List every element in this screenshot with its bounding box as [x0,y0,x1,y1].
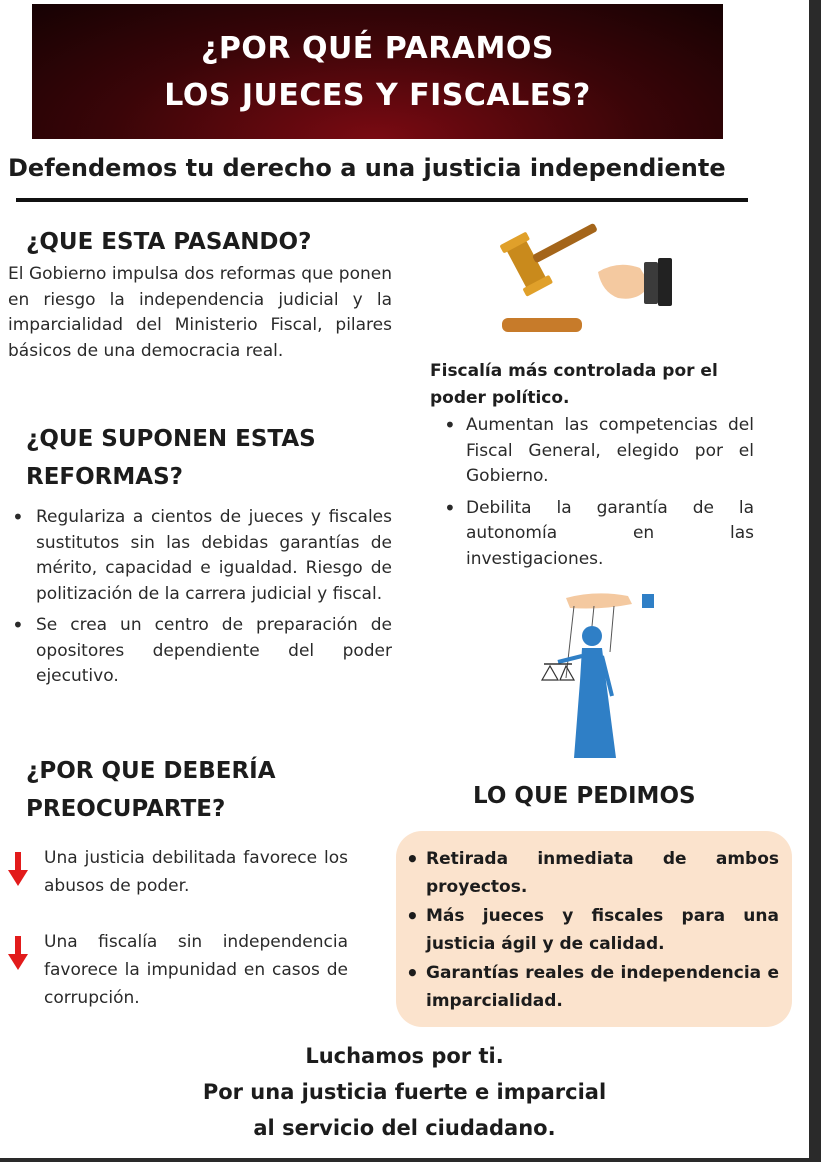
closing-line-2: Por una justicia fuerte e imparcial [202,1080,607,1104]
banner-title-line-1: ¿POR QUÉ PARAMOS [201,30,554,66]
heading-reforms-line-1: ¿QUE SUPONEN ESTAS [26,426,316,452]
what-is-happening-text: El Gobierno impulsa dos reformas que ponen en riesgo la independencia judicial y la imparcialidad del Ministerio Fiscal, pilares básicos de una democracia real. [8,264,392,361]
closing-line-3: al servicio del ciudadano. [253,1116,556,1140]
heading-why-worry-line-1: ¿POR QUE DEBERÍA [26,758,276,784]
gavel-hand-icon [490,218,690,348]
worry-item [8,844,348,900]
worry-item-text: Una justicia debilitada favorece los abusos de poder. [44,848,348,896]
puppet-justice-icon [536,586,666,761]
reforms-list [8,505,392,694]
heading-reforms-line-2: REFORMAS? [26,464,183,490]
banner-title-line-2: LOS JUECES Y FISCALES? [164,77,591,113]
fiscalia-list [432,413,754,576]
list-item: • Aumentan las competencias del Fiscal General, elegido por el Gobierno. [432,413,754,490]
heading-why-worry [26,752,276,828]
closing-message [0,1038,809,1146]
red-down-arrow-icon [8,936,28,972]
red-down-arrow-icon [8,852,28,888]
list-item: • Debilita la garantía de la autonomía en las investigaciones. [432,496,754,573]
heading-what-is-happening: ¿QUE ESTA PASANDO? [26,229,312,255]
divider [16,198,748,202]
closing-line-1: Luchamos por ti. [305,1044,504,1068]
worry-item-text: Una fiscalía sin independencia favorece la impunidad en casos de corrupción. [44,932,348,1008]
heading-why-worry-line-2: PREOCUPARTE? [26,796,226,822]
demands-list [404,845,779,1016]
list-item: • Regulariza a cientos de jueces y fiscales sustitutos sin las debidas garantías de mérito, capacidad e igualdad. Riesgo de politización de la carrera judicial y fiscal. [8,505,392,607]
title-banner [32,4,723,139]
subtitle: Defendemos tu derecho a una justicia independiente [8,154,726,182]
list-item: • Retirada inmediata de ambos proyectos. [404,845,779,901]
worry-item [8,928,348,1012]
fiscalia-title: Fiscalía más controlada por el poder político. [430,361,718,408]
list-item: • Garantías reales de independencia e imparcialidad. [404,959,779,1015]
heading-demands: LO QUE PEDIMOS [473,783,696,809]
heading-reforms [26,420,316,496]
list-item: • Se crea un centro de preparación de opositores dependiente del poder ejecutivo. [8,613,392,690]
list-item: • Más jueces y fiscales para una justicia ágil y de calidad. [404,902,779,958]
